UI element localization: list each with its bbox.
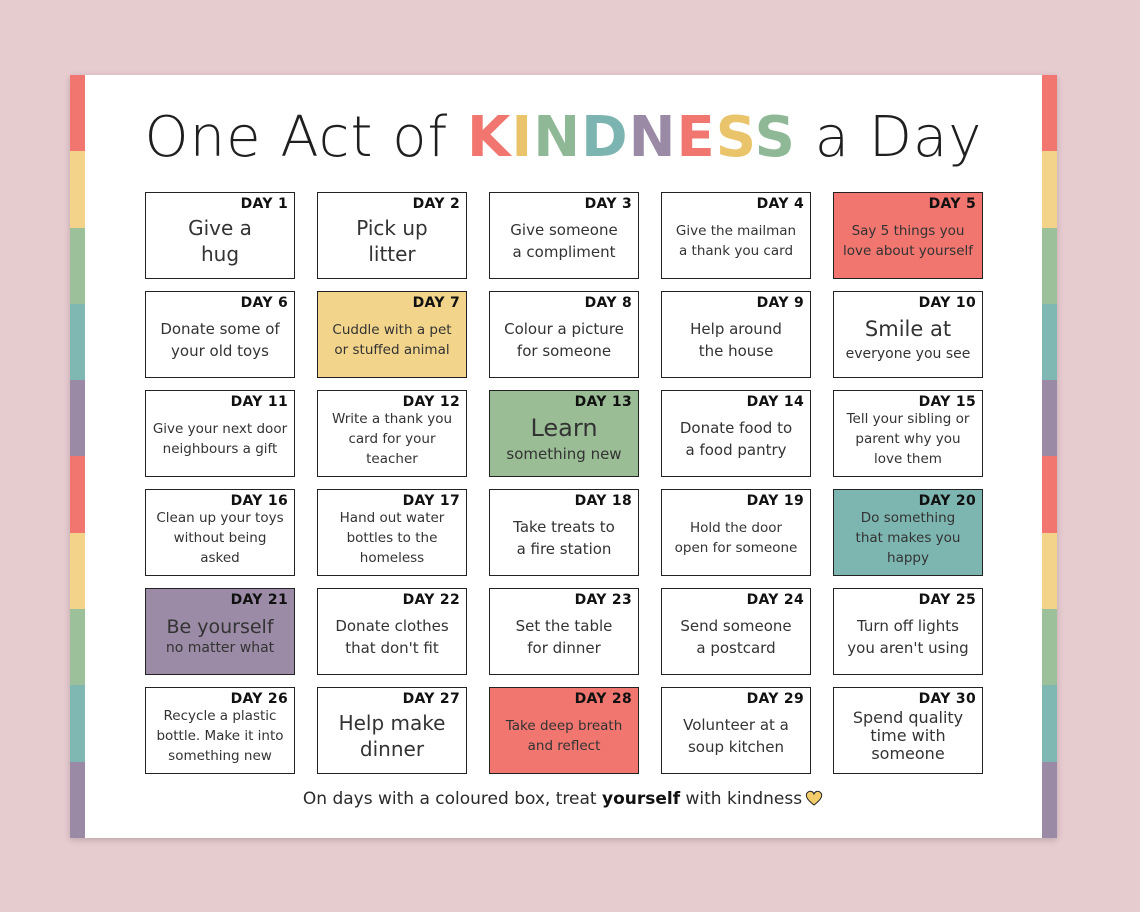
day-box	[145, 489, 295, 576]
day-label: DAY 17	[402, 493, 460, 509]
activity-text-line: neighbours a gift	[162, 440, 278, 457]
day-label: DAY 21	[230, 592, 288, 608]
activity-text-line: Write a thank you	[331, 410, 453, 427]
stripe-segment	[1042, 685, 1057, 761]
kindness-letter: E	[676, 105, 716, 170]
day-box	[145, 291, 295, 378]
activity-text-line: that don't fit	[345, 638, 439, 657]
activity-text-line: soup kitchen	[687, 737, 784, 756]
kindness-letter: N	[533, 105, 582, 170]
activity-text-line: for dinner	[527, 638, 601, 657]
activity-text-line: Volunteer at a	[683, 715, 789, 734]
day-label: DAY 25	[918, 592, 976, 608]
day-box	[661, 588, 811, 675]
day-box	[489, 489, 639, 576]
activity-text-line: happy	[887, 549, 929, 566]
activity-text-line: Pick up	[356, 215, 428, 240]
day-label: DAY 13	[574, 394, 632, 410]
kindness-letter: S	[754, 105, 796, 170]
day-label: DAY 22	[402, 592, 460, 608]
activity-text-line: Say 5 things you	[851, 222, 965, 239]
day-label: DAY 5	[928, 196, 976, 212]
stripe-segment	[70, 304, 85, 380]
activity-text-line: Smile at	[864, 316, 952, 341]
title-suffix: a Day	[814, 105, 983, 170]
stripe-segment	[70, 533, 85, 609]
day-box	[661, 687, 811, 774]
day-box	[145, 588, 295, 675]
day-label: DAY 15	[918, 394, 976, 410]
stripe-segment	[70, 456, 85, 532]
stripe-segment	[70, 380, 85, 456]
day-box	[661, 390, 811, 477]
activity-text-line: Tell your sibling or	[846, 410, 970, 427]
stripe-segment	[70, 228, 85, 304]
activity-text-line: something new	[506, 444, 622, 463]
stripe-segment	[1042, 456, 1057, 532]
day-label: DAY 18	[574, 493, 632, 509]
day-box	[661, 291, 811, 378]
day-label: DAY 24	[746, 592, 804, 608]
title-prefix: One Act of	[144, 105, 449, 170]
activity-text-line: card for your	[348, 430, 436, 447]
kindness-letter: D	[581, 105, 629, 170]
activity-text-line: Clean up your toys	[156, 509, 284, 526]
kindness-letter: N	[628, 105, 677, 170]
activity-text-line: bottles to the	[346, 529, 438, 546]
activity-text-line: Do something	[860, 509, 956, 526]
left-rainbow-stripe	[70, 75, 85, 838]
activity-text-line: and reflect	[527, 737, 601, 754]
day-box	[489, 291, 639, 378]
activity-text-line: Send someone	[680, 616, 792, 635]
activity-text-line: Hold the door	[689, 519, 783, 536]
stripe-segment	[1042, 609, 1057, 685]
activity-text-line: no matter what	[165, 639, 275, 656]
activity-text-line: asked	[200, 549, 240, 566]
footer-text-bold: yourself	[601, 789, 681, 809]
activity-text-line: Be yourself	[166, 615, 274, 638]
day-label: DAY 7	[412, 295, 460, 311]
footer-text-before: On days with a coloured box, treat	[302, 789, 597, 809]
activity-text-line: bottle. Make it into	[156, 727, 284, 744]
day-box	[145, 390, 295, 477]
stripe-segment	[1042, 304, 1057, 380]
day-box	[661, 489, 811, 576]
activity-text-line: Cuddle with a pet	[332, 321, 452, 338]
day-label: DAY 19	[746, 493, 804, 509]
activity-text-line: Give a	[188, 215, 252, 240]
activity-text-line: a postcard	[696, 638, 776, 657]
day-label: DAY 2	[412, 196, 460, 212]
day-label: DAY 9	[756, 295, 804, 311]
day-box	[145, 687, 295, 774]
day-label: DAY 27	[402, 691, 460, 707]
stripe-segment	[1042, 533, 1057, 609]
right-rainbow-stripe	[1042, 75, 1057, 838]
day-label: DAY 26	[230, 691, 288, 707]
activity-text-line: your old toys	[171, 341, 269, 360]
activity-text-line: Colour a picture	[504, 319, 624, 338]
day-label: DAY 3	[584, 196, 632, 212]
activity-text-line: Hand out water	[339, 509, 445, 526]
activity-text-line: Donate clothes	[335, 616, 449, 635]
activity-text-line: a fire station	[516, 539, 612, 558]
activity-text-line: a thank you card	[678, 242, 794, 259]
day-label: DAY 14	[746, 394, 804, 410]
footer-text-after: with kindness	[685, 789, 803, 809]
activity-text-line: or stuffed animal	[334, 341, 450, 358]
activity-text-line: that makes you	[855, 529, 961, 546]
day-box	[489, 390, 639, 477]
activity-text-line: teacher	[366, 450, 418, 467]
activity-text-line: Donate some of	[160, 319, 280, 338]
day-box	[317, 588, 467, 675]
day-label: DAY 1	[240, 196, 288, 212]
activity-text-line: someone	[871, 743, 945, 763]
activity-text-line: Give someone	[510, 220, 618, 239]
kindness-letter: K	[467, 105, 512, 170]
day-box	[833, 390, 983, 477]
day-box	[317, 687, 467, 774]
heart-icon	[804, 789, 824, 812]
day-box	[833, 192, 983, 279]
day-box	[317, 291, 467, 378]
activity-text-line: the house	[698, 341, 774, 360]
kindness-letter: I	[511, 105, 534, 170]
footer-note	[70, 789, 1057, 812]
activity-text-line: for someone	[516, 341, 612, 360]
activity-text-line: Give the mailman	[675, 222, 797, 239]
day-box	[317, 390, 467, 477]
activity-text-line: love about yourself	[842, 242, 974, 259]
activity-text-line: something new	[168, 747, 272, 764]
activity-text-line: everyone you see	[845, 345, 971, 362]
activity-text-line: litter	[368, 241, 416, 266]
activity-text-line: homeless	[359, 549, 425, 566]
day-box	[833, 489, 983, 576]
activity-text-line: love them	[874, 450, 942, 467]
activity-text-line: without being	[173, 529, 267, 546]
kindness-calendar-grid	[145, 192, 983, 774]
activity-text-line: Donate food to	[679, 418, 793, 437]
day-label: DAY 28	[574, 691, 632, 707]
day-label: DAY 4	[756, 196, 804, 212]
activity-text-line: open for someone	[674, 539, 798, 556]
activity-text-line: parent why you	[855, 430, 961, 447]
activity-text-line: Learn	[530, 413, 598, 442]
activity-text-line: Help around	[690, 319, 782, 338]
day-box	[317, 489, 467, 576]
stripe-segment	[70, 685, 85, 761]
day-box	[833, 291, 983, 378]
day-label: DAY 20	[918, 493, 976, 509]
stripe-segment	[1042, 228, 1057, 304]
day-label: DAY 10	[918, 295, 976, 311]
kindness-letter: S	[715, 105, 755, 170]
day-label: DAY 29	[746, 691, 804, 707]
stripe-segment	[1042, 380, 1057, 456]
title-kindness-word	[467, 105, 796, 170]
day-box	[145, 192, 295, 279]
activity-text-line: a compliment	[512, 242, 616, 261]
activity-text-line: Turn off lights	[857, 616, 959, 635]
page-title	[70, 103, 1057, 173]
activity-text-line: Take treats to	[513, 517, 615, 536]
activity-text-line: Set the table	[515, 616, 613, 635]
activity-text-line: Give your next door	[152, 420, 288, 437]
day-label: DAY 23	[574, 592, 632, 608]
activity-text-line: Spend quality	[852, 707, 964, 727]
printable-sheet	[70, 75, 1057, 838]
activity-text-line: Take deep breath	[505, 717, 623, 734]
day-box	[489, 687, 639, 774]
day-label: DAY 16	[230, 493, 288, 509]
day-box	[489, 588, 639, 675]
activity-text-line: hug	[200, 241, 240, 266]
day-box	[489, 192, 639, 279]
day-box	[317, 192, 467, 279]
activity-text-line: you aren't using	[847, 638, 969, 657]
activity-text-line: time with	[870, 725, 946, 745]
day-label: DAY 30	[918, 691, 976, 707]
day-label: DAY 11	[230, 394, 288, 410]
stripe-segment	[70, 609, 85, 685]
activity-text-line: a food pantry	[685, 440, 787, 459]
day-label: DAY 8	[584, 295, 632, 311]
activity-text-line: Help make	[338, 710, 446, 735]
day-label: DAY 12	[402, 394, 460, 410]
day-box	[833, 687, 983, 774]
day-box	[661, 192, 811, 279]
day-label: DAY 6	[240, 295, 288, 311]
activity-text-line: dinner	[359, 736, 425, 761]
day-box	[833, 588, 983, 675]
activity-text-line: Recycle a plastic	[163, 707, 277, 724]
